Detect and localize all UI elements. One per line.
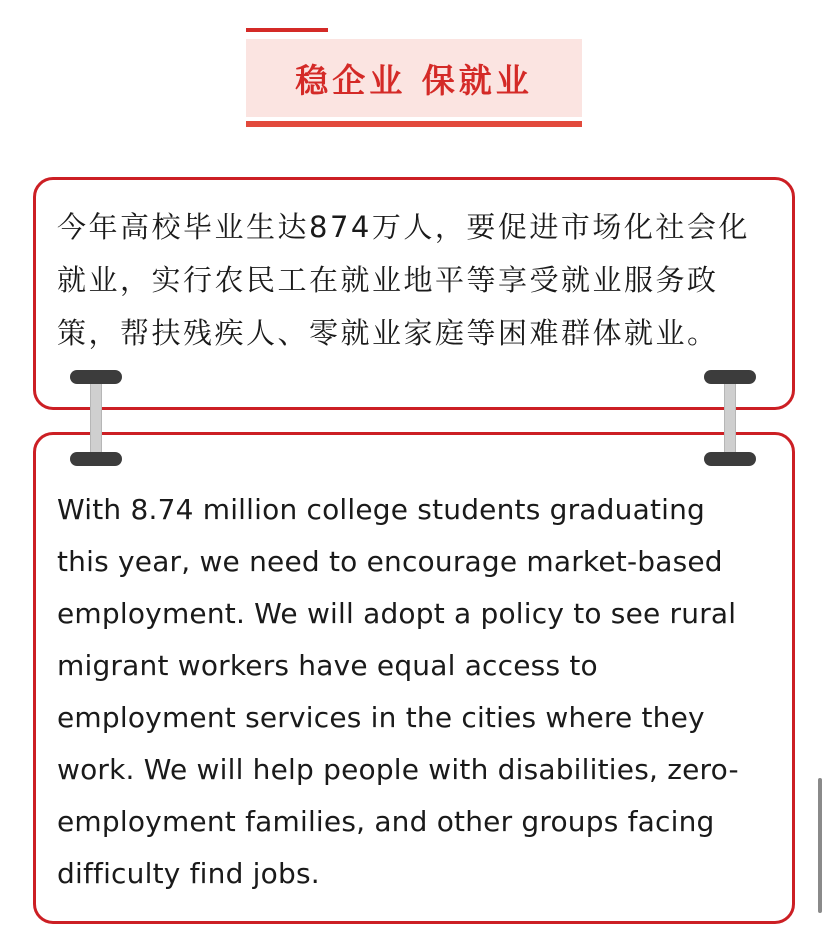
chinese-line: 今年高校毕业生达874万人，要促进市场化社会化 (57, 210, 750, 244)
clip-cap-bottom (704, 452, 756, 466)
chinese-line: 就业，实行农民工在就业地平等享受就业服务政 (57, 263, 719, 297)
title-box (246, 39, 582, 117)
english-line: work. We will help people with disabilities, zero- (57, 753, 739, 786)
english-line: employment. We will adopt a policy to see rural (57, 597, 737, 630)
clip-rod (90, 378, 102, 458)
clip-cap-bottom (70, 452, 122, 466)
english-line: difficulty find jobs. (57, 857, 320, 890)
vertical-scrollbar[interactable] (818, 778, 822, 913)
english-paragraph (57, 484, 787, 900)
title-top-accent-line (246, 28, 328, 32)
english-line: migrant workers have equal access to (57, 649, 598, 682)
clip-cap-top (70, 370, 122, 384)
chinese-line: 策，帮扶残疾人、零就业家庭等困难群体就业。 (57, 316, 719, 350)
clip-connector-icon (70, 370, 122, 466)
clip-rod (724, 378, 736, 458)
chinese-paragraph (57, 201, 787, 360)
english-line: With 8.74 million college students graduating (57, 493, 706, 526)
section-title-block (246, 28, 582, 130)
clip-connector-icon (704, 370, 756, 466)
section-title: 稳企业 保就业 (295, 60, 533, 100)
english-line: this year, we need to encourage market-based (57, 545, 723, 578)
clip-cap-top (704, 370, 756, 384)
title-bottom-accent-line (246, 121, 582, 127)
english-line: employment services in the cities where they (57, 701, 705, 734)
english-line: employment families, and other groups facing (57, 805, 715, 838)
